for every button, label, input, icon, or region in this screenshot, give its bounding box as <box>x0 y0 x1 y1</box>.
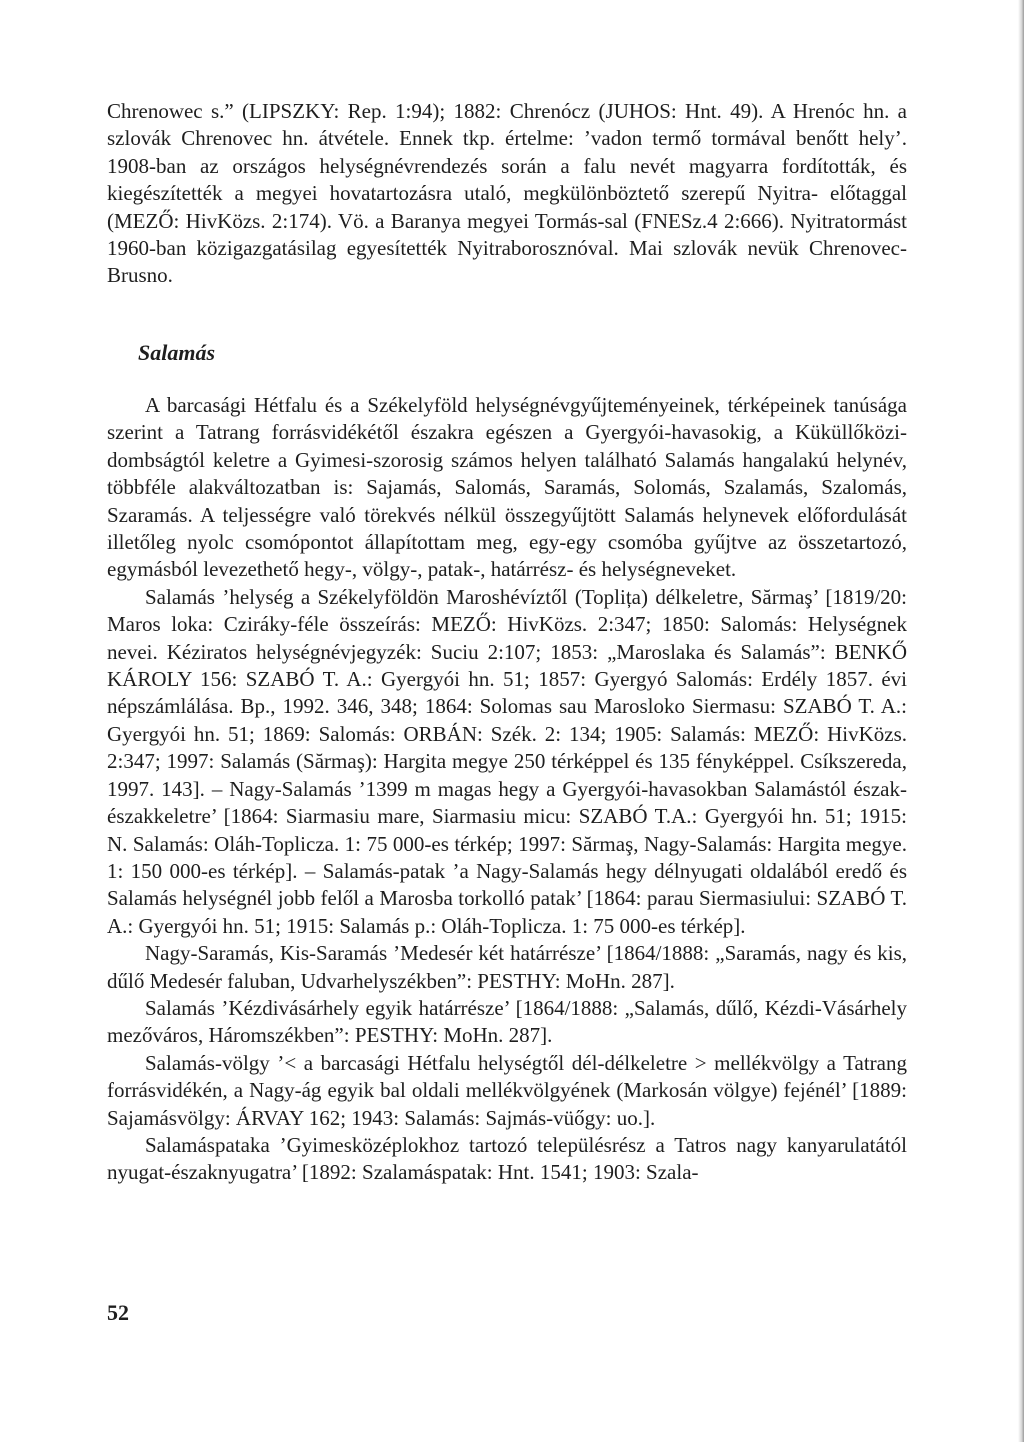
intro-paragraph <box>107 98 907 290</box>
paragraph-2: Salamás ’helység a Székelyföldön Maroshévíztől (Toplița) délkeletre, Sărmaş’ [1819/20: Maros loka: Cziráky-féle összeírás: MEZŐ: HivKözs. 2:347; 1850: Salomás: Helységnek nevei. Kéziratos helységnévjegyzék: Suciu 2:107; 1853: „Maroslaka és Salamás”: BENKŐ KÁROLY 156: SZABÓ T. A.: Gyergyói hn. 51; 1857: Gyergyó Salomás: Erdély 1857. évi népszámlálása. Bp., 1992. 346, 348; 1864: Solomas sau Marosloko Siermasu: SZABÓ T. A.: Gyergyói hn. 51; 1869: Salomás: ORBÁN: Szék. 2: 134; 1905: Salamás: MEZŐ: HivKözs. 2:347; 1997: Salamás (Sărmaş): Hargita megye 250 térképpel és 135 fényképpel. Csíkszereda, 1997. 143]. – Nagy-Salamás ’1399 m magas hegy a Gyergyói-havasokban Salamástól észak-északkeletre’ [1864: Siarmasiu mare, Siarmasiu micu: SZABÓ T.A.: Gyergyói hn. 51; 1915: N. Salamás: Oláh-Toplicza. 1: 75 000-es térkép; 1997: Sărmaş, Nagy-Salamás: Hargita megye. 1: 150 000-es térkép]. – Salamás-patak ’a Nagy-Salamás hegy délnyugati oldalából eredő és Salamás helységnél jobb felől a Marosba torkolló patak’ [1864: parau Siermasiului: SZABÓ T. A.: Gyergyói hn. 51; 1915: Salamás p.: Oláh-Toplicza. 1: 75 000-es térkép]. <box>107 584 907 938</box>
page-number: 52 <box>107 1300 129 1325</box>
intro-text: Chrenowec s.” (LIPSZKY: Rep. 1:94); 1882: Chrenócz (JUHOS: Hnt. 49). A Hrenóc hn. a szlovák Chrenovec hn. átvétele. Ennek tkp. értelme: ’vadon termő tormával benőtt hely’. 1908-ban az országos helységnévrendezés során a falu nevét magyarra fordították, és kiegészítették a megyei hovatartozásra utaló, megkülönböztető szerepű Nyitra- előtaggal (MEZŐ: HivKözs. 2:174). Vö. a Baranya megyei Tormás-sal (FNESz.4 2:666). Nyitratormást 1960-ban közigazgatásilag egyesítették Nyitraborosznóval. Mai szlovák nevük Chrenovec-Brusno. <box>107 99 907 288</box>
paragraph-5: Salamás-völgy ’< a barcasági Hétfalu helységtől dél-délkeletre > mellékvölgy a Tatrang forrásvidékén, a Nagy-ág egyik bal oldali mellékvölgyének (Markosán völgye) fejénél’ [1889: Sajamásvölgy: ÁRVAY 162; 1943: Salamás: Sajmás-vüőgy: uo.]. <box>107 1050 907 1130</box>
section-heading: Salamás <box>138 340 216 365</box>
paragraph-1: A barcasági Hétfalu és a Székelyföld helységnévgyűjteményeinek, térképeinek tanúsága szerint a Tatrang forrásvidékétől északra egészen a Gyergyói-havasokig, a Küküllőközi-dombságtól keletre a Gyimesi-szorosig számos helyen található Salamás hangalakú helynév, többféle alakváltozatban is: Sajamás, Salomás, Saramás, Solomás, Szalamás, Szalomás, Szaramás. A teljességre való törekvés nélkül összegyűjtött Salamás helynevek előfordulását illetőleg nyolc csomópontot állapítottam meg, egy-egy csomóba gyűjtve az összetartozó, egymásból levezethető hegy-, völgy-, patak-, határrész- és helységneveket. <box>107 393 907 582</box>
scan-edge <box>1018 0 1024 1442</box>
paragraph-4: Salamás ’Kézdivásárhely egyik határrésze’ [1864/1888: „Salamás, dűlő, Kézdi-Vásárhely mezőváros, Háromszékben”: PESTHY: MoHn. 287]. <box>107 995 907 1048</box>
paragraph-6: Salamáspataka ’Gyimesközéplokhoz tartozó településrész a Tatros nagy kanyarulatától nyugat-északnyugatra’ [1892: Szalamáspatak: Hnt. 1541; 1903: Szala- <box>107 1132 907 1185</box>
section-body <box>107 392 907 1187</box>
paragraph-3: Nagy-Saramás, Kis-Saramás ’Medesér két határrésze’ [1864/1888: „Saramás, nagy és kis, dűlő Medesér faluban, Udvarhelyszékben”: PESTHY: MoHn. 287]. <box>107 941 907 993</box>
